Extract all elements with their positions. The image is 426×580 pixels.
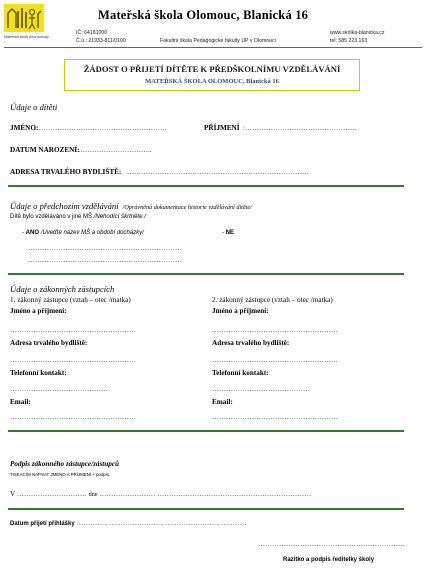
child-name-field[interactable]: ………………………………………………… xyxy=(34,124,167,132)
header-website: www.skolka-blanicka.cz xyxy=(330,30,385,36)
section-previous-note: /Oprávněná dokumentace historie vzdělávání dítěte/ xyxy=(122,204,252,211)
school-logo xyxy=(4,4,44,32)
guardian1-heading: 1. zákonný zástupce (vztah – otec /matka) xyxy=(10,296,131,304)
child-dob-label: DATUM NAROZENÍ: xyxy=(10,146,80,154)
section-divider-4 xyxy=(8,508,404,510)
child-dob-field[interactable]: ………………………….. xyxy=(78,146,152,154)
logo-figures-icon xyxy=(4,4,44,32)
child-name-label: JMÉNO: xyxy=(10,124,39,132)
section-divider-1 xyxy=(8,185,404,187)
option-yes-prefix: - xyxy=(22,230,26,236)
previous-question xyxy=(10,214,146,220)
guardian1-email-label: Email: xyxy=(10,398,31,406)
guardian2-phone-field[interactable]: …………………………………… xyxy=(212,385,310,393)
signature-place-row xyxy=(10,490,311,498)
director-signature-field[interactable]: ……………………………………………………… xyxy=(258,540,405,548)
header-account: Č.ú.: 21933-811/0100 xyxy=(76,38,126,44)
signature-date-field[interactable]: …………………… xyxy=(99,490,156,498)
guardian2-name-label: Jméno a příjmení: xyxy=(212,307,269,315)
signature-place-field[interactable]: ………………………… xyxy=(16,490,87,498)
child-address-label: ADRESA TRVALÉHO BYDLIŠTĚ: xyxy=(10,168,122,176)
guardian1-address-label: Adresa trvalého bydliště: xyxy=(10,339,88,347)
guardian1-name-label: Jméno a příjmení: xyxy=(10,307,67,315)
guardian2-name-field[interactable]: ……………………………………………… xyxy=(212,326,338,334)
guardian2-address-field[interactable]: ……………………………………………… xyxy=(212,356,338,364)
guardian1-phone-label: Telefonní kontakt: xyxy=(10,369,67,377)
guardian1-phone-field[interactable]: …………………………………… xyxy=(10,385,108,393)
received-date-row xyxy=(10,520,246,527)
guardian2-phone-label: Telefonní kontakt: xyxy=(212,369,269,377)
signature-date-label: dne xyxy=(88,491,98,498)
child-address-field[interactable]: …………………………………………………………………… xyxy=(127,168,309,176)
header-divider xyxy=(4,47,422,48)
guardian1-name-field[interactable]: ……………………………………………… xyxy=(10,326,136,334)
guardian1-email-field[interactable]: ……………………………………………… xyxy=(10,413,136,421)
child-surname-field[interactable]: :………………………………………… xyxy=(243,124,357,132)
option-yes-row xyxy=(22,230,144,236)
received-date-label: Datum přijetí přihlášky xyxy=(10,521,75,527)
form-subtitle: MATEŘSKÁ ŠKOLA OLOMOUC, Blanická 16 xyxy=(145,78,279,85)
section-child: Údaje o dítěti xyxy=(10,102,58,112)
previous-school-field-1[interactable]: ………………………………………………………… xyxy=(28,244,182,252)
signature-label: Podpis zákonného zástupce/zástupců xyxy=(10,460,120,468)
signature-note: TISKACÍM NAPSAT JMÉNO A PŘÍJMENÍ + podpis xyxy=(10,472,110,477)
header-phone: tel: 585 223 163 xyxy=(330,38,368,44)
section-previous xyxy=(10,196,252,214)
section-divider-3 xyxy=(8,430,404,432)
child-surname-label: PŘÍJMENÍ xyxy=(204,124,240,132)
guardian2-heading: 2. zákonný zástupce (vztah – otec /matka) xyxy=(212,296,333,304)
logo-caption: Mateřská škola plná pohody xyxy=(4,35,49,39)
section-guardians: Údaje o zákonných zástupcích xyxy=(10,284,115,294)
header-affiliation: Fakultní škola Pedagogické fakulty UP v Olomouci xyxy=(160,38,276,44)
signature-field[interactable]: ………………………………………………………… xyxy=(157,490,312,498)
previous-school-field-2[interactable]: ………………………………………………………… xyxy=(28,256,182,264)
previous-question-note: /Nehodící škrtněte./ xyxy=(93,214,146,220)
option-yes-note: /Uveďte název MŠ a období docházky/ xyxy=(40,230,144,236)
received-date-field[interactable]: ………………………………………………………………. xyxy=(76,520,247,527)
guardian2-email-field[interactable]: ……………………………………………… xyxy=(212,413,338,421)
option-no-prefix: - xyxy=(222,230,226,236)
section-divider-2 xyxy=(8,273,404,275)
guardian1-address-field[interactable]: ……………………………………………… xyxy=(10,356,136,364)
previous-question-text: Dítě bylo vzděláváno v jiné MŠ xyxy=(10,214,93,220)
signature-place-prefix: V xyxy=(10,490,16,498)
option-no[interactable]: NE xyxy=(225,230,235,236)
guardian2-email-label: Email: xyxy=(212,398,233,406)
option-no-row xyxy=(222,230,234,236)
option-yes[interactable]: ANO xyxy=(25,230,40,236)
guardian2-address-label: Adresa trvalého bydliště: xyxy=(212,339,290,347)
school-name: Mateřská škola Olomouc, Blanická 16 xyxy=(98,8,309,22)
section-previous-title: Údaje o předchozím vzdělávání xyxy=(10,201,119,211)
header-ico: IČ: 64181000 xyxy=(76,30,108,36)
director-signature-label: Razítko a podpis ředitelky školy xyxy=(283,557,375,563)
form-title: ŽÁDOST O PŘIJETÍ DÍTĚTE K PŘEDŠKOLNÍMU VZDĚLÁVÁNÍ xyxy=(83,64,341,74)
